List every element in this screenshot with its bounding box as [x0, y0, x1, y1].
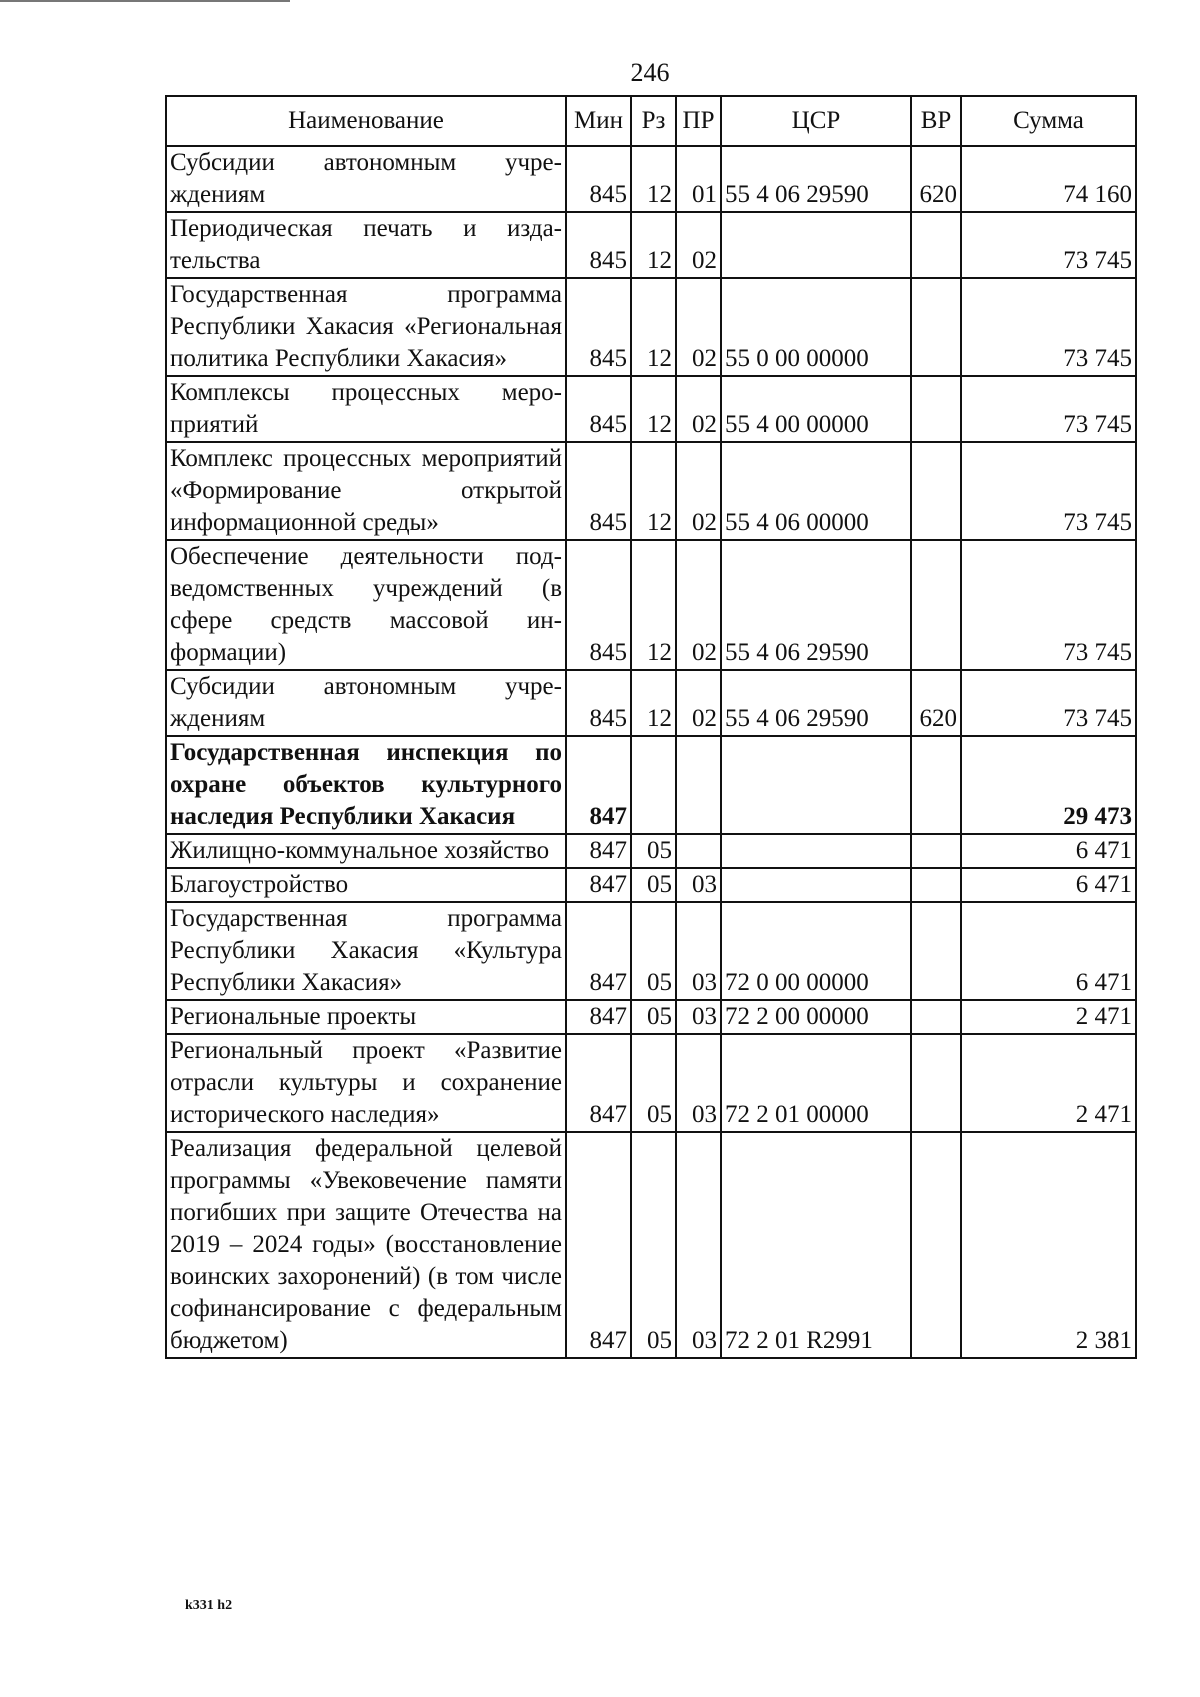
row-vr: [911, 868, 961, 902]
row-min: 847: [566, 1132, 631, 1358]
row-csr: [721, 212, 911, 278]
row-vr: [911, 212, 961, 278]
row-csr: [721, 736, 911, 834]
row-rz: 12: [631, 278, 676, 376]
row-pr: 03: [676, 1132, 721, 1358]
row-sum: 6 471: [961, 902, 1136, 1000]
row-rz: 05: [631, 1000, 676, 1034]
row-csr: 72 2 01 00000: [721, 1034, 911, 1132]
row-name: Субсидии автономным учреждениям: [166, 146, 566, 212]
row-rz: 12: [631, 442, 676, 540]
table-row: [166, 1034, 1136, 1132]
row-pr: [676, 736, 721, 834]
row-csr: 55 4 06 29590: [721, 670, 911, 736]
row-name: Реализация федеральной целевой программы «Увековечение памяти погибших при защите Отечества на 2019 – 2024 годы» (восстановление воинских захоронений) (в том числе софинансирование с федеральным бюджетом): [166, 1132, 566, 1358]
row-csr: 55 0 00 00000: [721, 278, 911, 376]
row-name: Комплекс процессных мероприятий «Формирование открытой информационной среды»: [166, 442, 566, 540]
row-csr: 55 4 06 29590: [721, 146, 911, 212]
row-vr: [911, 834, 961, 868]
row-min: 845: [566, 540, 631, 670]
header-csr: ЦСР: [721, 96, 911, 146]
table-header-row: [166, 96, 1136, 146]
row-sum: 73 745: [961, 278, 1136, 376]
table-row: [166, 278, 1136, 376]
row-rz: 12: [631, 376, 676, 442]
row-min: 845: [566, 442, 631, 540]
row-pr: 02: [676, 212, 721, 278]
row-csr: [721, 868, 911, 902]
row-rz: 05: [631, 1034, 676, 1132]
row-sum: 6 471: [961, 868, 1136, 902]
row-name: Региональный проект «Развитие отрасли культуры и сохранение исторического наследия»: [166, 1034, 566, 1132]
header-name: Наименование: [166, 96, 566, 146]
table-row: [166, 902, 1136, 1000]
row-pr: 03: [676, 902, 721, 1000]
table-row: [166, 376, 1136, 442]
row-sum: 73 745: [961, 376, 1136, 442]
row-pr: 01: [676, 146, 721, 212]
row-pr: 02: [676, 540, 721, 670]
table-row: [166, 834, 1136, 868]
row-rz: 12: [631, 670, 676, 736]
row-pr: [676, 834, 721, 868]
row-pr: 02: [676, 442, 721, 540]
row-name: Благоустройство: [166, 868, 566, 902]
row-min: 847: [566, 868, 631, 902]
row-pr: 03: [676, 1000, 721, 1034]
row-rz: 12: [631, 540, 676, 670]
row-rz: 05: [631, 868, 676, 902]
row-min: 847: [566, 736, 631, 834]
row-name: Комплексы процессных мероприятий: [166, 376, 566, 442]
row-rz: 12: [631, 212, 676, 278]
row-name: Государственная программа Республики Хакасия «Региональная политика Республики Хакасия»: [166, 278, 566, 376]
row-pr: 03: [676, 1034, 721, 1132]
row-csr: 72 0 00 00000: [721, 902, 911, 1000]
table-body: [166, 146, 1136, 1358]
row-pr: 02: [676, 376, 721, 442]
table-row: [166, 736, 1136, 834]
row-vr: [911, 736, 961, 834]
table-row: [166, 1000, 1136, 1034]
row-rz: 05: [631, 902, 676, 1000]
budget-table: [165, 95, 1137, 1359]
row-min: 845: [566, 278, 631, 376]
row-sum: 73 745: [961, 212, 1136, 278]
row-name: Государственная программа Республики Хакасия «Культура Республики Хакасия»: [166, 902, 566, 1000]
row-vr: 620: [911, 670, 961, 736]
table-row: [166, 442, 1136, 540]
row-pr: 02: [676, 670, 721, 736]
table-row: [166, 212, 1136, 278]
row-csr: [721, 834, 911, 868]
row-min: 845: [566, 376, 631, 442]
row-name: Жилищно-коммунальное хозяйство: [166, 834, 566, 868]
row-sum: 74 160: [961, 146, 1136, 212]
row-sum: 2 471: [961, 1000, 1136, 1034]
row-rz: 05: [631, 834, 676, 868]
row-name: Обеспечение деятельности подведомственных учреждений (в сфере средств массовой информации): [166, 540, 566, 670]
row-sum: 6 471: [961, 834, 1136, 868]
row-vr: 620: [911, 146, 961, 212]
table-row: [166, 1132, 1136, 1358]
row-csr: 55 4 06 00000: [721, 442, 911, 540]
row-sum: 73 745: [961, 670, 1136, 736]
row-sum: 73 745: [961, 442, 1136, 540]
row-vr: [911, 442, 961, 540]
header-min: Мин: [566, 96, 631, 146]
row-vr: [911, 278, 961, 376]
scan-edge-line: [0, 0, 290, 2]
table-row: [166, 146, 1136, 212]
row-min: 847: [566, 834, 631, 868]
row-min: 845: [566, 670, 631, 736]
header-rz: Рз: [631, 96, 676, 146]
row-rz: 05: [631, 1132, 676, 1358]
table-row: [166, 540, 1136, 670]
row-rz: 12: [631, 146, 676, 212]
row-min: 847: [566, 1000, 631, 1034]
row-csr: 55 4 00 00000: [721, 376, 911, 442]
row-vr: [911, 1034, 961, 1132]
row-sum: 29 473: [961, 736, 1136, 834]
row-vr: [911, 376, 961, 442]
row-min: 845: [566, 146, 631, 212]
row-name: Периодическая печать и издательства: [166, 212, 566, 278]
row-min: 847: [566, 902, 631, 1000]
row-vr: [911, 1132, 961, 1358]
row-min: 845: [566, 212, 631, 278]
header-sum: Сумма: [961, 96, 1136, 146]
row-rz: [631, 736, 676, 834]
row-vr: [911, 1000, 961, 1034]
row-csr: 72 2 01 R2991: [721, 1132, 911, 1358]
row-csr: 72 2 00 00000: [721, 1000, 911, 1034]
table-row: [166, 670, 1136, 736]
footer-code: k331 h2: [185, 1598, 233, 1613]
row-sum: 2 471: [961, 1034, 1136, 1132]
header-vr: ВР: [911, 96, 961, 146]
row-min: 847: [566, 1034, 631, 1132]
row-csr: 55 4 06 29590: [721, 540, 911, 670]
row-sum: 2 381: [961, 1132, 1136, 1358]
table-row: [166, 868, 1136, 902]
row-name: Государственная инспекция по охране объектов культурного наследия Республики Хакасия: [166, 736, 566, 834]
header-pr: ПР: [676, 96, 721, 146]
row-sum: 73 745: [961, 540, 1136, 670]
row-name: Региональные проекты: [166, 1000, 566, 1034]
row-vr: [911, 902, 961, 1000]
row-vr: [911, 540, 961, 670]
row-name: Субсидии автономным учреждениям: [166, 670, 566, 736]
page-number: 246: [630, 58, 670, 87]
row-pr: 02: [676, 278, 721, 376]
row-pr: 03: [676, 868, 721, 902]
